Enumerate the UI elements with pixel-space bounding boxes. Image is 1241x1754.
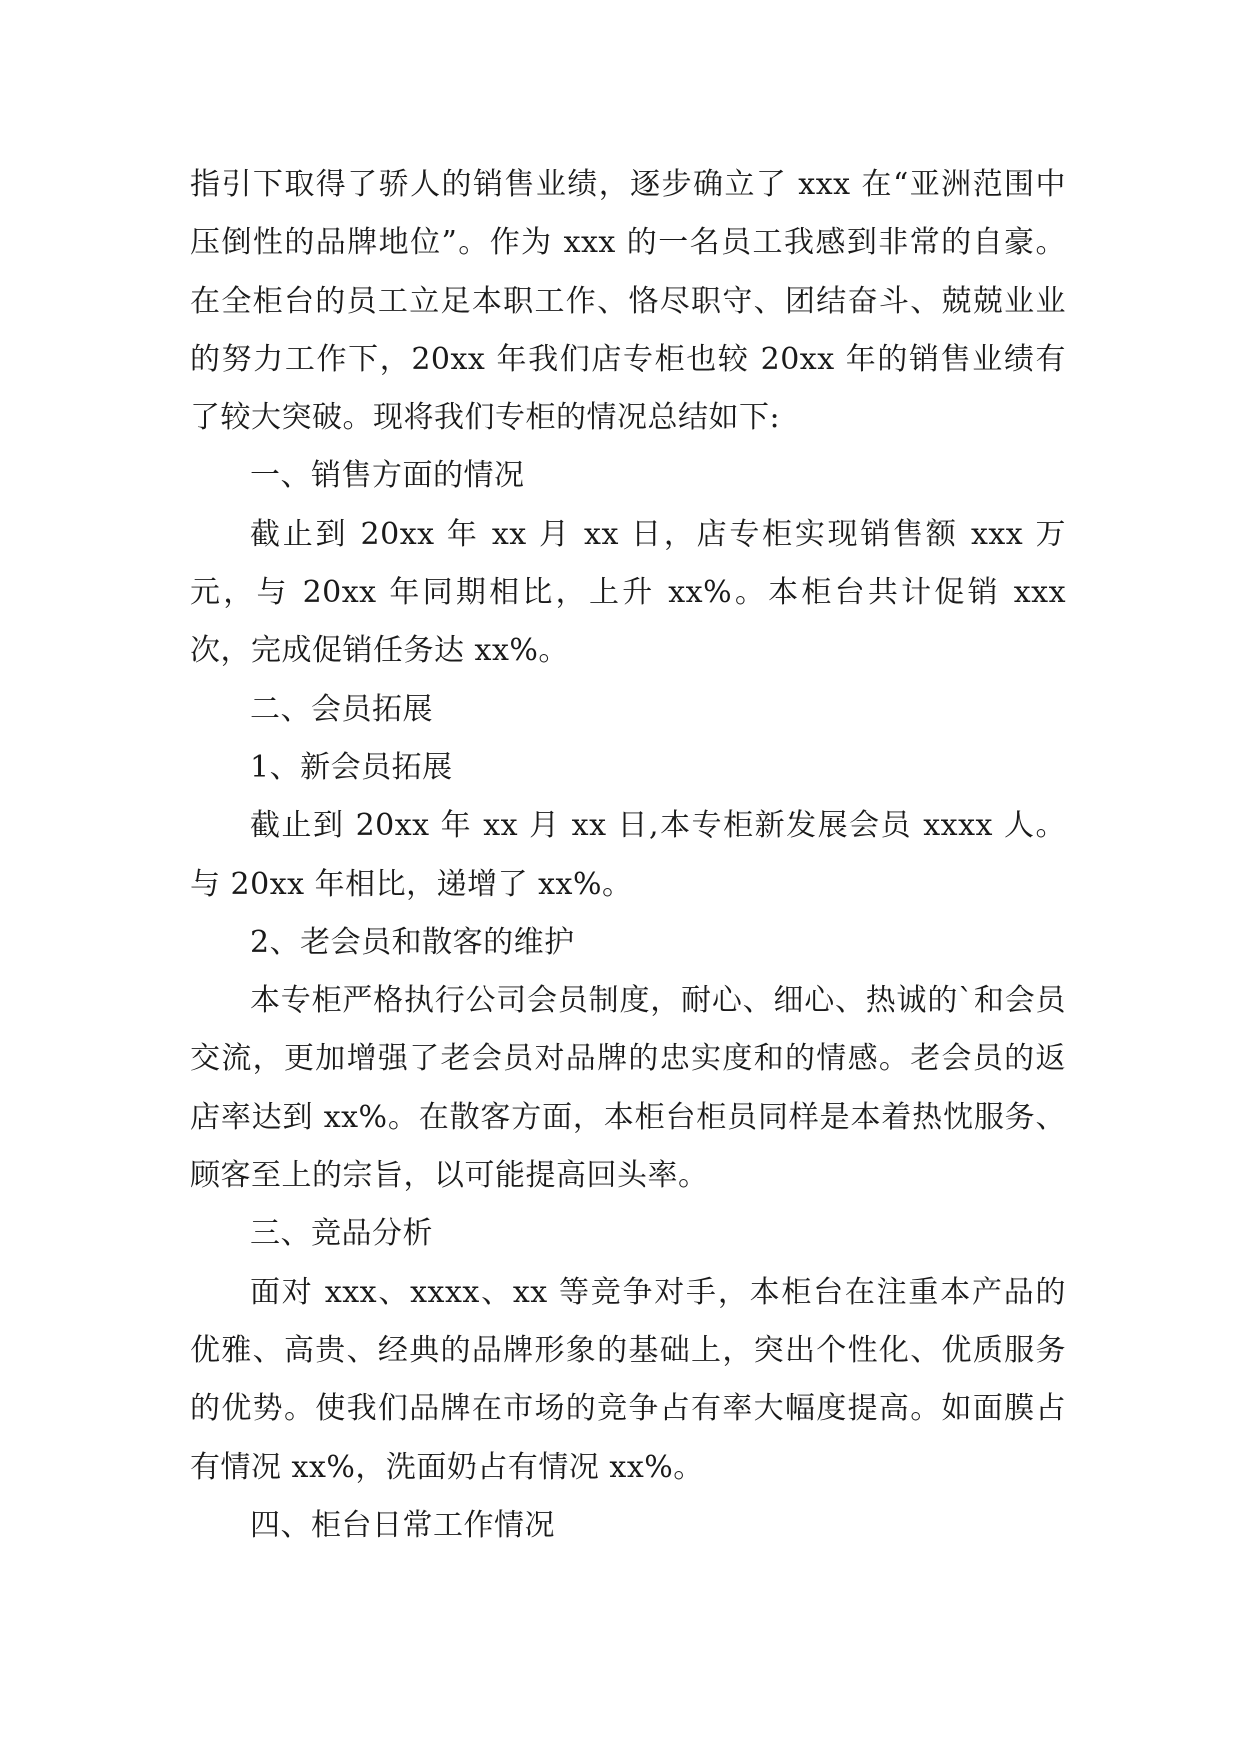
paragraph-intro: 指引下取得了骄人的销售业绩，逐步确立了 xxx 在“亚洲范围中压倒性的品牌地位”。作为 xxx 的一名员工我感到非常的自豪。在全柜台的员工立足本职工作、恪尽职守、团结奋斗、兢兢业业的努力工作下，20xx 年我们店专柜也较 20xx 年的销售业绩有了较大突破。现将我们专柜的情况总结如下: — [190, 167, 1066, 436]
paragraph-sales: 截止到 20xx 年 xx 月 xx 日，店专柜实现销售额 xxx 万元，与 20xx 年同期相比，上升 xx%。本柜台共计促销 xxx 次，完成促销任务达 xx%。 — [190, 516, 1066, 669]
heading-competitor-analysis: 三、竞品分析 — [250, 1216, 433, 1252]
paragraph-member-maintenance: 本专柜严格执行公司会员制度，耐心、细心、热诚的`和会员交流，更加增强了老会员对品牌的忠实度和的情感。老会员的返店率达到 xx%。在散客方面，本柜台柜员同样是本着热忱服务、顾客至上的宗旨，以可能提高回头率。 — [190, 983, 1066, 1194]
heading-daily-work: 四、柜台日常工作情况 — [250, 1507, 555, 1543]
subheading-member-maintenance: 2、老会员和散客的维护 — [250, 924, 575, 960]
paragraph-new-members: 截止到 20xx 年 xx 月 xx 日,本专柜新发展会员 xxxx 人。与 20xx 年相比，递增了 xx%。 — [190, 808, 1066, 902]
subheading-new-members: 1、新会员拓展 — [250, 749, 453, 785]
paragraph-competitor-analysis: 面对 xxx、xxxx、xx 等竞争对手，本柜台在注重本产品的优雅、高贵、经典的品牌形象的基础上，突出个性化、优质服务的优势。使我们品牌在市场的竞争占有率大幅度提高。如面膜占有情况 xx%，洗面奶占有情况 xx%。 — [190, 1274, 1066, 1485]
document-body — [190, 156, 1066, 1555]
heading-sales: 一、销售方面的情况 — [250, 458, 525, 494]
heading-members: 二、会员拓展 — [250, 691, 433, 727]
